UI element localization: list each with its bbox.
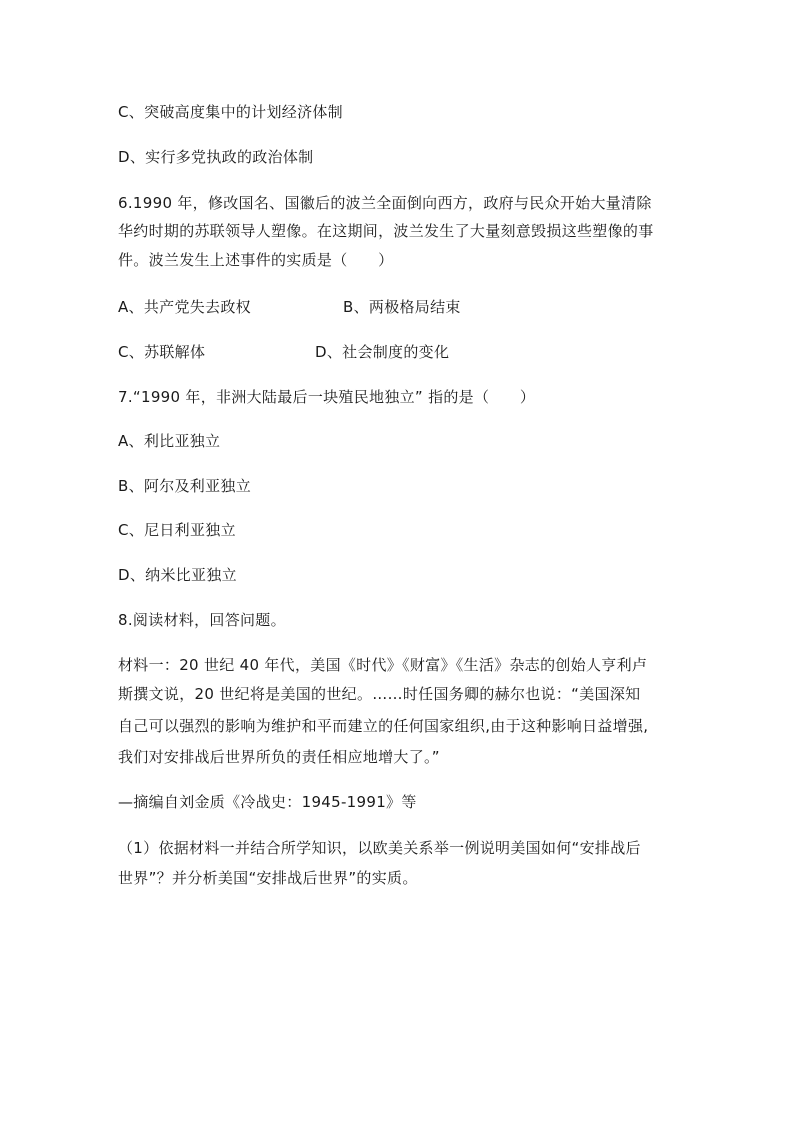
q7-option-b: B、阿尔及利亚独立 (118, 477, 251, 495)
q6-option-b: B、两极格局结束 (343, 298, 461, 316)
q5-option-d: D、实行多党执政的政治体制 (118, 148, 314, 166)
q8-sub-question-1-line-1: （1）依据材料一并结合所学知识，以欧美关系举一例说明美国如何“安排战后 (118, 839, 641, 857)
q6-stem-line-2: 华约时期的苏联领导人塑像。在这期间，波兰发生了大量刻意毁损这些塑像的事 (118, 222, 654, 240)
q6-stem-line-3: 件。波兰发生上述事件的实质是（ ） (118, 251, 394, 269)
q6-option-d: D、社会制度的变化 (315, 343, 450, 361)
q6-option-c: C、苏联解体 (118, 343, 206, 361)
q7-option-a: A、利比亚独立 (118, 432, 221, 450)
q8-material-line-1: 材料一：20 世纪 40 年代，美国《时代》《财富》《生活》杂志的创始人亨利卢 (118, 656, 648, 674)
q8-material-line-3: 自己可以强烈的影响为维护和平而建立的任何国家组织,由于这种影响日益增强, (118, 717, 649, 735)
q7-stem: 7.“1990 年，非洲大陆最后一块殖民地独立” 指的是（ ） (118, 388, 536, 406)
q8-stem: 8.阅读材料，回答问题。 (118, 611, 286, 629)
q8-material-line-4: 我们对安排战后世界所负的责任相应地增大了。” (118, 748, 440, 766)
q7-option-d: D、纳米比亚独立 (118, 566, 237, 584)
q8-sub-question-1-line-2: 世界”？并分析美国“安排战后世界”的实质。 (118, 869, 418, 887)
q7-option-c: C、尼日利亚独立 (118, 521, 236, 539)
q5-option-c: C、突破高度集中的计划经济体制 (118, 103, 343, 121)
q8-source-citation: —摘编自刘金质《冷战史：1945-1991》等 (118, 793, 417, 811)
q6-option-a: A、共产党失去政权 (118, 298, 251, 316)
q8-material-line-2: 斯撰文说，20 世纪将是美国的世纪。……时任国务卿的赫尔也说：“美国深知 (118, 685, 641, 703)
q6-stem-line-1: 6.1990 年，修改国名、国徽后的波兰全面倒向西方，政府与民众开始大量清除 (118, 194, 652, 212)
